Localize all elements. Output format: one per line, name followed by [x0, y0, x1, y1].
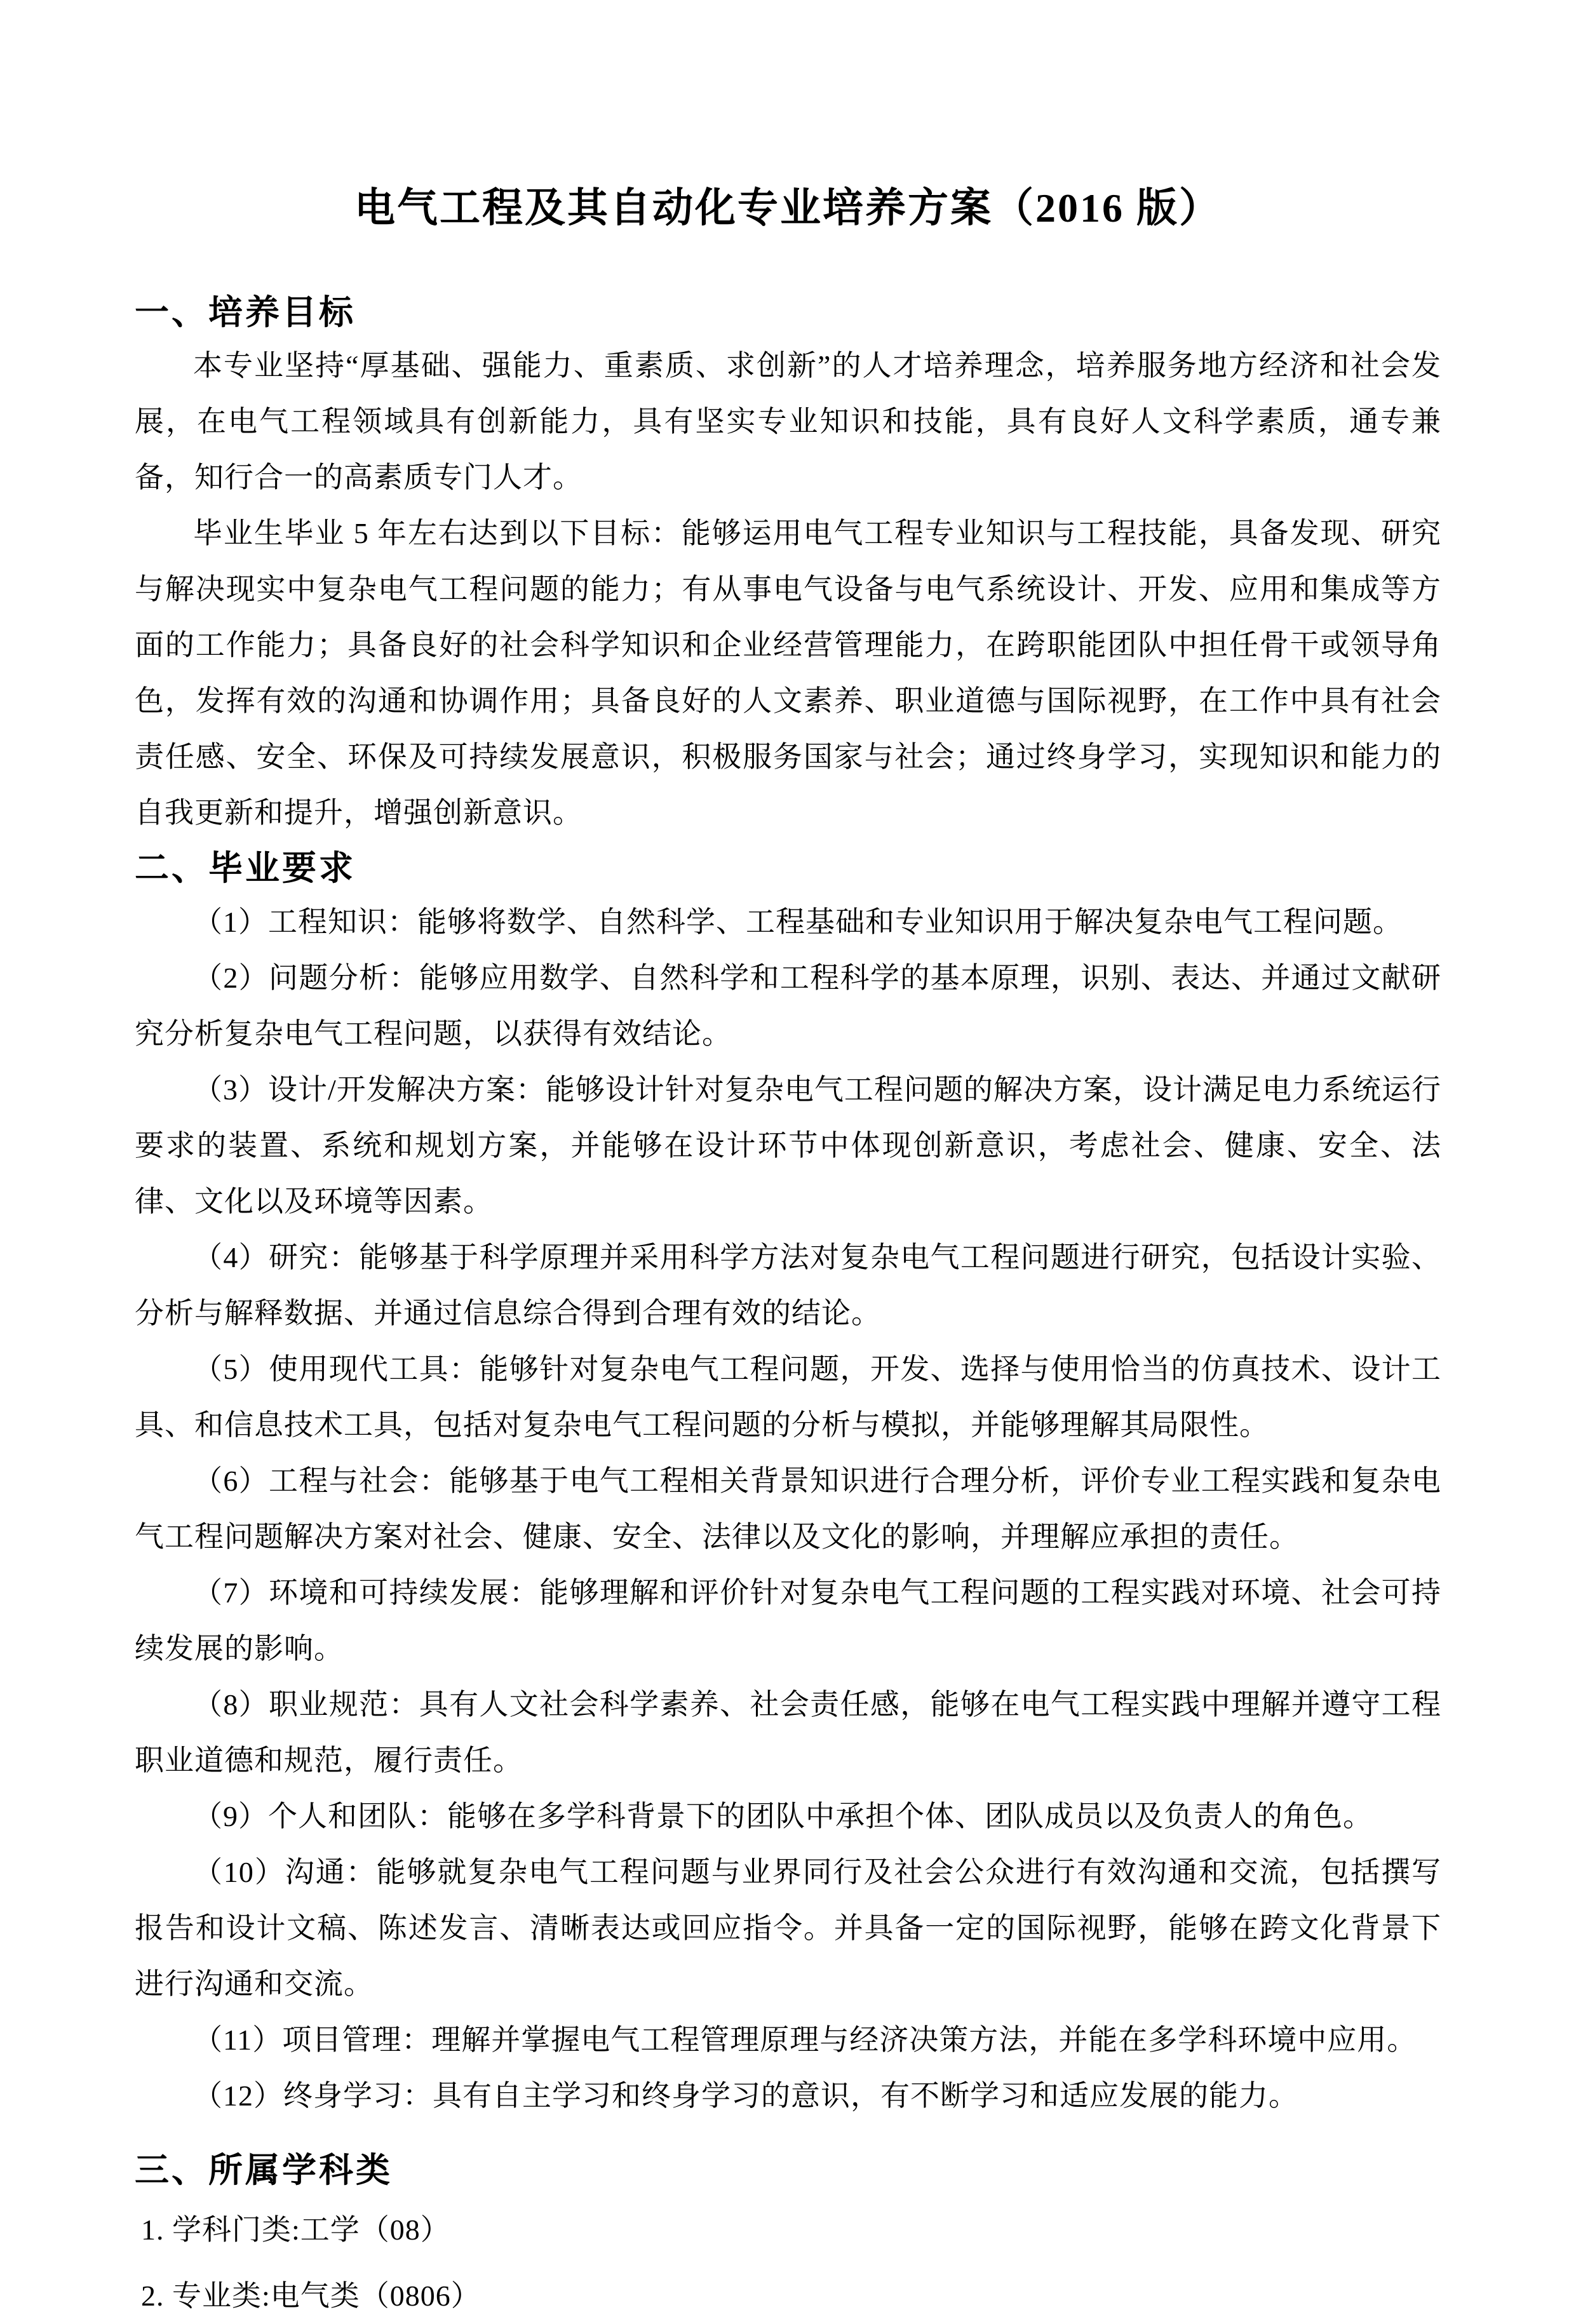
requirement-item-1: （1）工程知识：能够将数学、自然科学、工程基础和专业知识用于解决复杂电气工程问题。	[193, 905, 1403, 938]
requirement-item-9: （9）个人和团队：能够在多学科背景下的团队中承担个体、团队成员以及负责人的角色。	[193, 1799, 1373, 1832]
discipline-category-item-2: 2. 专业类:电气类（0806）	[141, 2280, 481, 2313]
requirement-item-2: （2）问题分析：能够应用数学、自然科学和工程科学的基本原理，识别、表达、并通过文献研究分析复杂电气工程问题，以获得有效结论。	[135, 961, 1441, 1050]
requirement-item-11: （11）项目管理：理解并掌握电气工程管理原理与经济决策方法，并能在多学科环境中应用。	[193, 2023, 1417, 2056]
requirement-item-7: （7）环境和可持续发展：能够理解和评价针对复杂电气工程问题的工程实践对环境、社会可持续发展的影响。	[135, 1576, 1441, 1665]
training-objectives-paragraph-2: 毕业生毕业 5 年左右达到以下目标：能够运用电气工程专业知识与工程技能，具备发现、研究与解决现实中复杂电气工程问题的能力；有从事电气设备与电气系统设计、开发、应用和集成等方面的工作能力；具备良好的社会科学知识和企业经营管理能力，在跨职能团队中担任骨干或领导角色，发挥有效的沟通和协调作用；具备良好的人文素养、职业道德与国际视野，在工作中具有社会责任感、安全、环保及可持续发展意识，积极服务国家与社会；通过终身学习，实现知识和能力的自我更新和提升，增强创新意识。	[135, 517, 1441, 830]
section-2-heading: 二、毕业要求	[135, 849, 356, 888]
requirement-item-8: （8）职业规范：具有人文社会科学素养、社会责任感，能够在电气工程实践中理解并遵守工程职业道德和规范，履行责任。	[135, 1688, 1441, 1777]
section-graduation-requirements	[135, 847, 1441, 2124]
discipline-category-item-1: 1. 学科门类:工学（08）	[141, 2213, 450, 2247]
requirement-item-12: （12）终身学习：具有自主学习和终身学习的意识，有不断学习和适应发展的能力。	[193, 2079, 1298, 2112]
requirement-item-4: （4）研究：能够基于科学原理并采用科学方法对复杂电气工程问题进行研究，包括设计实验、分析与解释数据、并通过信息综合得到合理有效的结论。	[135, 1240, 1441, 1329]
page-title: 电气工程及其自动化专业培养方案（2016 版）	[354, 185, 1222, 231]
section-3-heading: 三、所属学科类	[135, 2151, 393, 2189]
requirement-item-6: （6）工程与社会：能够基于电气工程相关背景知识进行合理分析，评价专业工程实践和复杂电气工程问题解决方案对社会、健康、安全、法律以及文化的影响，并理解应承担的责任。	[135, 1464, 1441, 1553]
requirement-item-3: （3）设计/开发解决方案：能够设计针对复杂电气工程问题的解决方案，设计满足电力系统运行要求的装置、系统和规划方案，并能够在设计环节中体现创新意识，考虑社会、健康、安全、法律、文化以及环境等因素。	[135, 1073, 1441, 1218]
training-objectives-paragraph-1: 本专业坚持“厚基础、强能力、重素质、求创新”的人才培养理念，培养服务地方经济和社会发展，在电气工程领域具有创新能力，具有坚实专业知识和技能，具有良好人文科学素质，通专兼备，知行合一的高素质专门人才。	[135, 349, 1441, 494]
section-1-heading: 一、培养目标	[135, 293, 356, 332]
requirement-item-10: （10）沟通：能够就复杂电气工程问题与业界同行及社会公众进行有效沟通和交流，包括撰写报告和设计文稿、陈述发言、清晰表达或回应指令。并具备一定的国际视野，能够在跨文化背景下进行沟通和交流。	[135, 1855, 1441, 2000]
requirement-item-5: （5）使用现代工具：能够针对复杂电气工程问题，开发、选择与使用恰当的仿真技术、设计工具、和信息技术工具，包括对复杂电气工程问题的分析与模拟，并能够理解其局限性。	[135, 1352, 1441, 1441]
section-training-objectives	[135, 292, 1441, 842]
section-discipline-category	[135, 2149, 1441, 2324]
